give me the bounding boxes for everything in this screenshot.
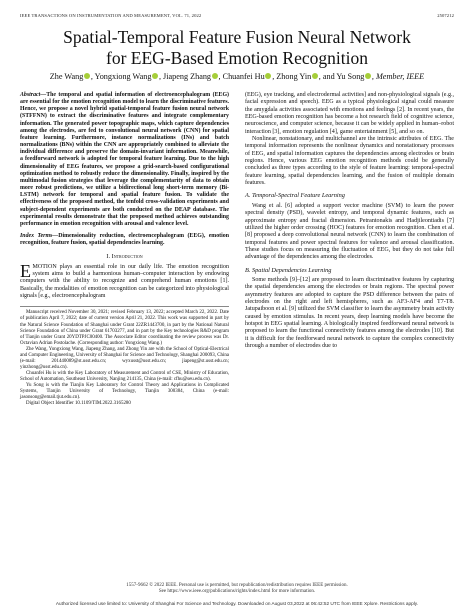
section-heading-introduction: I. Introduction	[106, 253, 143, 261]
page-number: 2507212	[437, 13, 454, 18]
title-line-2: for EEG-Based Emotion Recognition	[106, 47, 368, 68]
body-paragraph: (EEG), eye tracking, and electrodermal activities] and non-physiological signals (e.g., facial expression and speech). EEG as a typical physiological signal could measure the amygdala activities associated with emotions and feelings [2]. In recent years, the EEG-based emotion recognition has become a hot research field of cognitive science, neuroscience, and computer science, because it can be widely applied in human–robot interaction [3], emotion regulation [4], game entertainment [5], and so on.	[245, 92, 454, 135]
author-list: Zhe Wang , Yongxiong Wang , Jiapeng Zhang , Chuanfei Hu , Zhong Yin , and Yu Song , Member, IEEE	[49, 72, 425, 81]
footnotes	[20, 310, 229, 407]
copyright-line-2: See https://www.ieee.org/publications/rights/index.html for more information.	[158, 589, 316, 595]
paper-title	[0, 27, 474, 68]
author-name: Zhe Wang	[49, 72, 84, 81]
copyright-notice	[0, 583, 474, 595]
body-paragraph: Wang et al. [6] adopted a support vector machine (SVM) to learn the power spectral density (PSD), wavelet entropy, and temporal dynamic features, such as approximate entropy and fractal dimension. Petrantonakis and Hadjileontiadis [7] utilized the higher order crossing (HOC) features for emotion recognition. Chen et al. [8] proposed a deep convolutional neural network (CNN) to learn the combination of temporal features and power spectral features for valence and arousal classification. These studies focus on measuring the fluctuation of EEG, but they do not take full advantage of the dependencies among the electrodes.	[245, 202, 454, 261]
license-banner: Authorized licensed use limited to: University of Shanghai For Science and Technology. Downloaded on August 03,2022 at 06:42:52 UTC from IEEE Xplore. Restrictions apply.	[55, 601, 419, 606]
author-name: Jiapeng Zhang	[163, 72, 212, 81]
index-terms-label: Index Terms—	[20, 232, 59, 239]
abstract	[20, 92, 229, 228]
author-name: Yongxiong Wang	[94, 72, 152, 81]
index-terms	[20, 233, 229, 247]
orcid-icon[interactable]	[212, 73, 218, 79]
title-line-1: Spatial-Temporal Feature Fusion Neural Network	[63, 27, 411, 47]
footnote: Yu Song is with the Tianjin Key Laboratory for Control Theory and Applications in Complicated Systems, Tianjin University of Technology, Tianjin 300384, China (e-mail: jasonsong@email.tjut.edu.cn).	[20, 382, 229, 401]
subsection-heading-a: A. Temporal-Spectral Feature Learning	[245, 192, 345, 200]
left-column	[20, 92, 229, 407]
journal-header: IEEE TRANSACTIONS ON INSTRUMENTATION AND MEASUREMENT, VOL. 71, 2022	[20, 13, 202, 18]
subsection-heading-b: B. Spatial Dependencies Learning	[245, 266, 332, 274]
author-name: and Yu Song	[322, 72, 365, 81]
orcid-icon[interactable]	[312, 73, 318, 79]
orcid-icon[interactable]	[265, 73, 271, 79]
footnote: Chuanfei Hu is with the Key Laboratory of Measurement and Control of CSE, Ministry of Education, School of Automation, Southeast University, Nanjing 214135, China (e-mail: cfhu@seu.edu.cn).	[20, 370, 229, 382]
orcid-icon[interactable]	[365, 73, 371, 79]
footnote: Manuscript received November 30, 2021; revised February 13, 2022; accepted March 22, 2022. Date of publication April 7, 2022; date of current version April 21, 2022. This work was supported in part by the Natural Science Foundation of Shanghai under Grant 22ZR1443700, in part by the National Natural Science Foundation of China under Grant 61703277, and in part by the Key technologies R&D program of Tianjin under Grant 20YDTPJC00400. The Associate Editor coordinating the review process was Dr. Octavian Adrian Postolache. (Corresponding author: Yongxiong Wang.)	[20, 310, 229, 346]
footnote-doi: Digital Object Identifier 10.1109/TIM.2022.3165280	[26, 401, 131, 407]
index-terms-text: Dimensionality reduction, electroencephalogram (EEG), emotion recognition, feature fusion, spatial dependencies learning.	[20, 232, 229, 247]
author-membership: , Member, IEEE	[371, 72, 425, 81]
body-paragraph: Nonlinear, nonstationary, and multichannel are the intrinsic attributes of EEG. The temporal information represents the nonlinear dynamics and nonstationary processes of EEG, and spatial information captures the dependencies among electrodes or brain regions. Hence, various EEG emotion recognition methods could be generally concluded as three types according to the style of feature learning: temporal-spectral feature learning, spatial dependencies learning, and the fusion of multiple domain features.	[245, 136, 454, 187]
body-paragraph: Some methods [9]–[12] are proposed to learn discriminative features by capturing the spatial dependencies among the electrodes or brain regions. The spectral power asymmetry features are adopted to capture the PSD difference between the pairs of electrodes on the right and left hemispheres, such as AF3-AF4 and T7-T8. Jatupaiboon et al. [9] utilized the SVM classifier to learn the asymmetry brain activity caused by emotion stimulus. In recent years, deep learning models have become the hotspot in EEG spatial learning. A biologically inspired feedforward neural network is proposed to learn the functional connectivity features among the electrodes [10]. But it is difficult for the feedforward neural network to capture the complex connectivity through a number of electrodes due to	[245, 277, 454, 350]
right-column	[245, 92, 454, 350]
intro-text: MOTION plays an essential role in our daily life. The emotion recognition system aims to build a harmonious human–computer interaction by endowing computers with the ability to recognize and comprehend human emotions [1]. Basically, the modalities of emotion recognition can be categorized into physiological signals [e.g., electroencephalogram	[20, 263, 229, 300]
intro-paragraph	[20, 261, 229, 301]
author-name: Chuanfei Hu	[222, 72, 265, 81]
author-name: Zhong Yin	[276, 72, 312, 81]
footnote-divider	[20, 306, 229, 307]
drop-cap: E	[20, 261, 31, 282]
orcid-icon[interactable]	[152, 73, 158, 79]
orcid-icon[interactable]	[84, 73, 90, 79]
copyright-line-1: 1557-9662 © 2022 IEEE. Personal use is permitted, but republication/redistribution requires IEEE permission.	[126, 583, 348, 588]
abstract-label: Abstract—	[20, 92, 47, 98]
abstract-text: The temporal and spatial information of electroencephalogram (EEG) are essential for the emotion recognition model to learn the discriminative features. Hence, we propose a novel hybrid spatial-temporal feature fusion neural network (STFFNN) to extract the discriminative features and integrate complementary information. The generated power topographic maps, which capture dependencies among the electrodes, are fed to convolutional neural network (CNN) for spatial feature learning. Furthermore, instance normalizations (INs) and batch normalizations (BNs) within the CNN are appropriately combined to alleviate the individual difference and preserve the domain-invariant information. Meanwhile, a feedforward network is adopted for temporal feature learning. Due to the high dimensionality of EEG features, we propose a grid-search-based configurational optimization method to robustly reduce the dimensionality. Finally, inspired by the multimodal fusion strategies that leverage the complementarity of data to obtain more robust predictions, we utilize a bidirectional long short-term memory (Bi-LSTM) network for temporal and spatial feature fusion. To validate the effectiveness of the proposed method, the tenfold cross-validation experiments and subject-dependent experiments are both conducted on the DEAP database. The experimental results demonstrate that the proposed method achieves outstanding performance in emotion recognition with arousal and valence level.	[20, 92, 229, 227]
footnote: Zhe Wang, Yongxiong Wang, Jiapeng Zhang, and Zhong Yin are with the School of Optical-Electrical and Computer Engineering, University of Shanghai for Science and Technology, Shanghai 200093, China (e-mail: 201440089@st.usst.edu.cn; wyxusst@usst.edu.cn; jiapeng@st.usst.edu.cn; yinzhong@usst.edu.cn).	[20, 346, 229, 370]
